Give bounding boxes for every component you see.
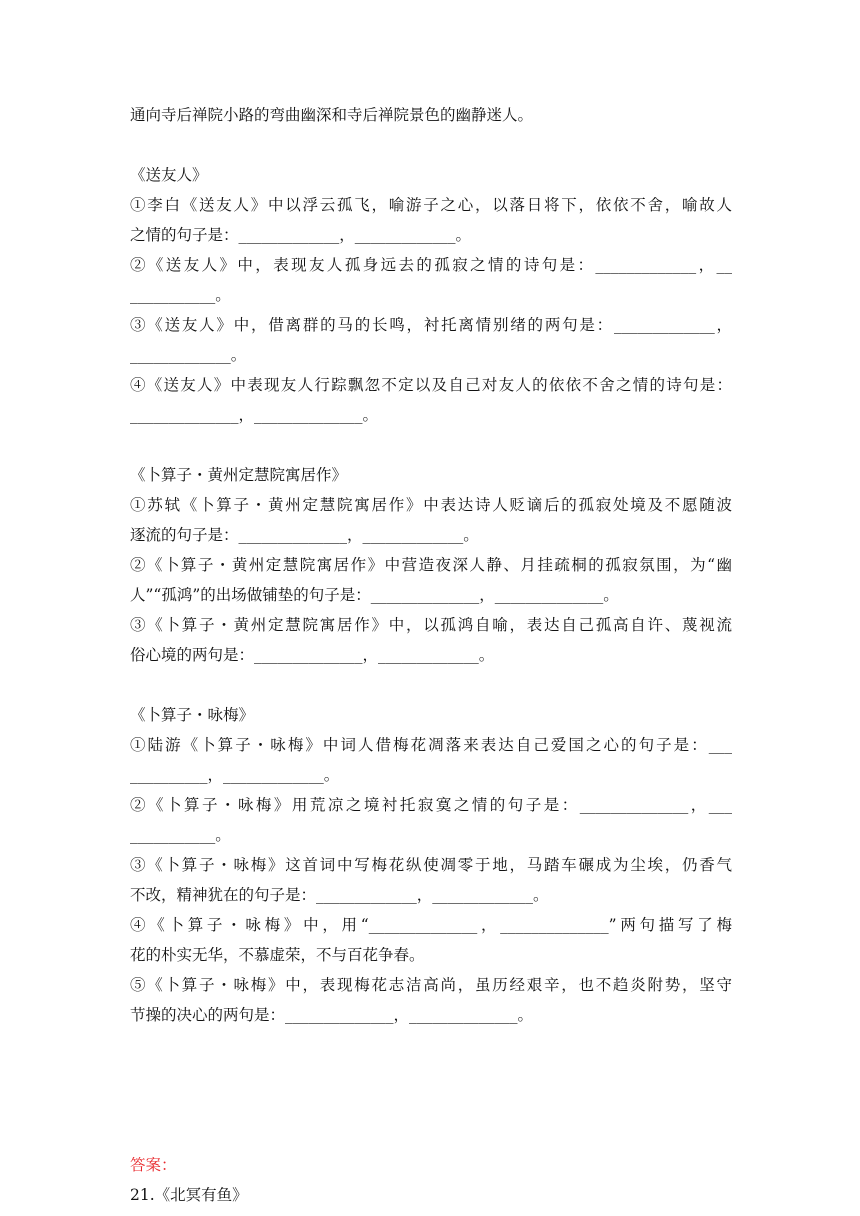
answer-item: 21.《北冥有鱼》 [130,1186,248,1204]
spacer [130,130,732,160]
question-text: 节操的决心的两句是：______________，______________。 [130,1006,534,1024]
question-text: ③《送友人》中，借离群的马的长鸣，衬托离情别绪的两句是：_____________， [130,316,732,334]
question-text: 人”“孤鸿”的出场做铺垫的句子是：______________，______________。 [130,586,619,604]
question-text: __________，_____________。 [130,766,340,784]
spacer [130,1030,732,1120]
question-text: 之情的句子是：_____________，_____________。 [130,226,472,244]
question-text: ②《卜算子・黄州定慧院寓居作》中营造夜深人静、月挂疏桐的孤寂氛围，为“幽 [130,556,732,574]
document-page [130,100,732,1210]
question-text: ②《卜算子・咏梅》用荒凉之境衬托寂寞之情的句子是：______________，___ [130,796,732,814]
spacer [130,430,732,460]
spacer [130,670,732,700]
question-text: ______________，______________。 [130,406,379,424]
question-text: ④《送友人》中表现友人行踪飘忽不定以及自己对友人的依依不舍之情的诗句是： [130,376,732,394]
section-title-huangzhou: 《卜算子・黄州定慧院寓居作》 [130,466,348,484]
spacer [130,1120,732,1150]
question-text: ①陆游《卜算子・咏梅》中词人借梅花凋落来表达自己爱国之心的句子是：___ [130,736,732,754]
question-text: ___________。 [130,826,231,844]
question-text: 逐流的句子是：______________，_____________。 [130,526,479,544]
question-text: 花的朴实无华，不慕虚荣，不与百花争春。 [130,946,425,964]
question-text: ②《送友人》中，表现友人孤身远去的孤寂之情的诗句是：_____________，__ [130,256,732,274]
question-text: _____________。 [130,346,247,364]
question-text: ①苏轼《卜算子・黄州定慧院寓居作》中表达诗人贬谪后的孤寂处境及不愿随波 [130,496,732,514]
question-text: ___________。 [130,286,231,304]
question-text: 不改，精神犹在的句子是：_____________，_____________。 [130,886,549,904]
question-text: 俗心境的两句是：______________，_____________。 [130,646,495,664]
question-text: ⑤《卜算子・咏梅》中，表现梅花志洁高尚，虽历经艰辛，也不趋炎附势，坚守 [130,976,732,994]
question-text: ④《卜算子・咏梅》中，用“______________，______________”两句描写了梅 [130,916,732,934]
answer-heading: 答案： [130,1156,177,1174]
intro-text: 通向寺后禅院小路的弯曲幽深和寺后禅院景色的幽静迷人。 [130,106,534,124]
section-title-yongmei: 《卜算子・咏梅》 [130,706,255,724]
question-text: ③《卜算子・咏梅》这首词中写梅花纵使凋零于地，马踏车碾成为尘埃，仍香气 [130,856,732,874]
question-text: ③《卜算子・黄州定慧院寓居作》中，以孤鸿自喻，表达自己孤高自许、蔑视流 [130,616,732,634]
section-title-songyouren: 《送友人》 [130,166,208,184]
question-text: ①李白《送友人》中以浮云孤飞，喻游子之心，以落日将下，依依不舍，喻故人 [130,196,732,214]
